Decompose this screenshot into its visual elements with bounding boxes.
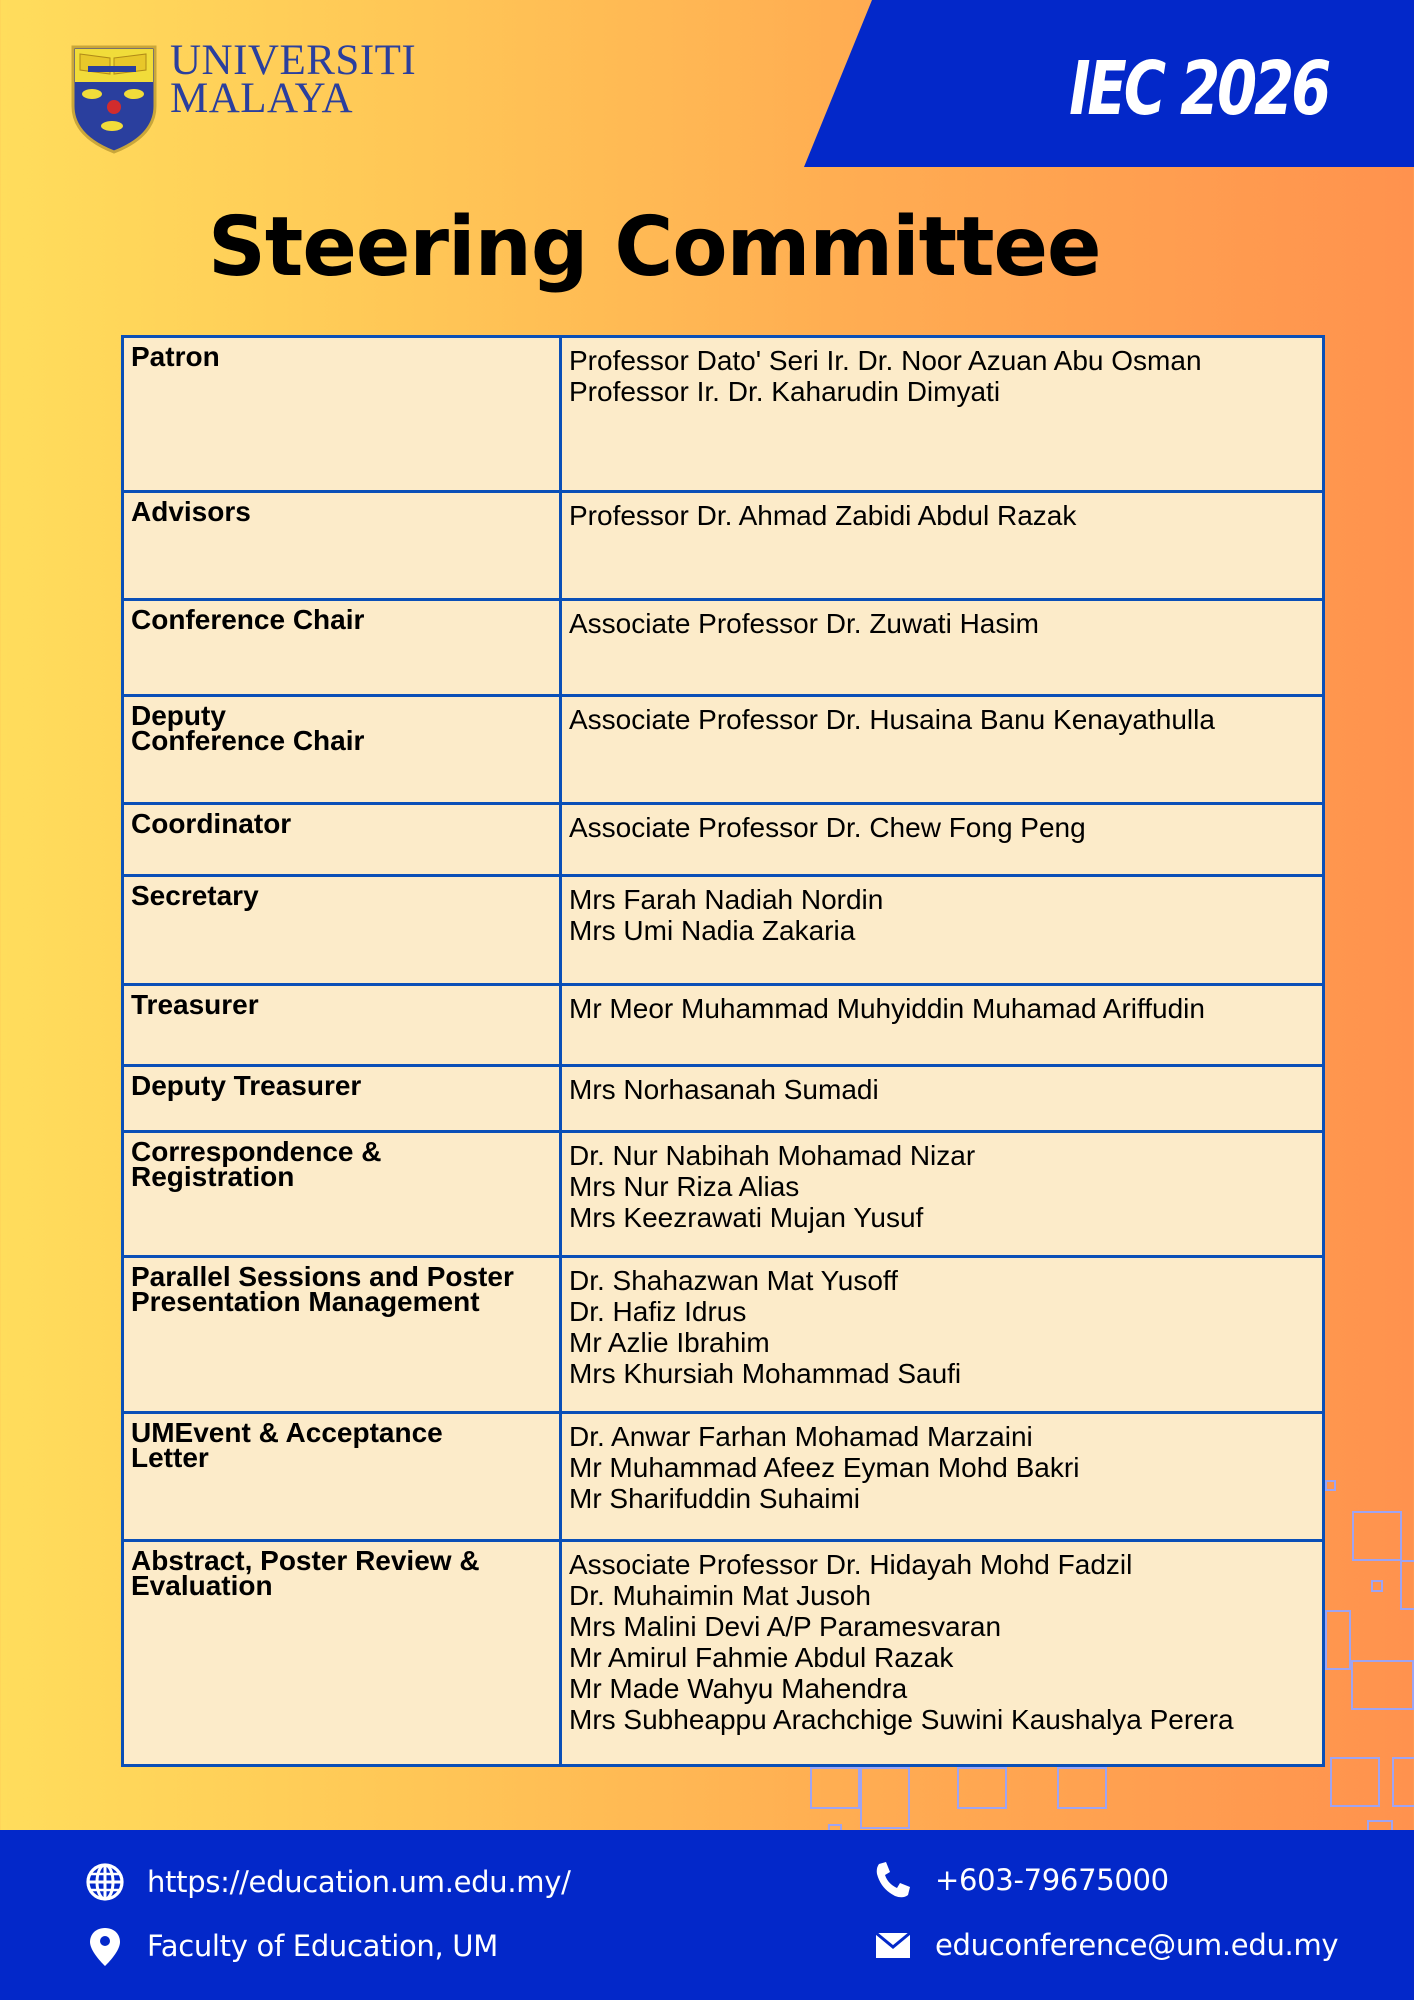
member-name: Mrs Norhasanah Sumadi [569,1074,879,1105]
member-name: Dr. Muhaimin Mat Jusoh [569,1580,871,1611]
members-cell [561,1132,1324,1257]
committee-row [123,1413,1324,1541]
page-title: Steering Committee [208,200,1101,295]
role-label: Conference Chair [131,725,365,756]
member-name: Dr. Hafiz Idrus [569,1296,747,1327]
globe-icon [85,1862,125,1902]
role-cell [123,876,561,985]
role-label: UMEvent & Acceptance [131,1417,443,1448]
members-cell [561,1257,1324,1413]
role-label: Coordinator [131,808,292,839]
member-name: Mr Meor Muhammad Muhyiddin Muhamad Ariffudin [569,993,1205,1024]
role-label: Patron [131,341,220,372]
role-cell [123,600,561,696]
member-name: Mrs Farah Nadiah Nordin [569,884,884,915]
event-name: IEC 2026 [1068,46,1328,132]
members-cell [561,1413,1324,1541]
role-cell [123,492,561,600]
envelope-icon [873,1925,913,1965]
role-cell [123,1541,561,1766]
university-logo [70,37,417,154]
member-name: Associate Professor Dr. Husaina Banu Kenayathulla [569,704,1215,735]
member-name: Mr Muhammad Afeez Eyman Mohd Bakri [569,1452,1080,1483]
committee-row [123,876,1324,985]
committee-row [123,337,1324,492]
committee-row [123,985,1324,1066]
member-name: Mrs Keezrawati Mujan Yusuf [569,1202,924,1233]
footer-address [85,1926,498,1966]
role-label: Evaluation [131,1570,273,1601]
role-label: Presentation Management [131,1286,480,1317]
member-name: Dr. Shahazwan Mat Yusoff [569,1265,898,1296]
role-cell [123,804,561,876]
role-cell [123,1066,561,1132]
committee-row [123,1132,1324,1257]
committee-row [123,492,1324,600]
member-name: Mrs Malini Devi A/P Paramesvaran [569,1611,1002,1642]
member-name: Professor Dato' Seri Ir. Dr. Noor Azuan Abu Osman [569,345,1202,376]
website-link[interactable]: https://education.um.edu.my/ [147,1865,571,1899]
members-cell [561,337,1324,492]
university-crest-icon [70,44,158,154]
role-cell [123,985,561,1066]
role-cell [123,1413,561,1541]
role-label: Deputy Treasurer [131,1070,362,1101]
committee-row [123,1257,1324,1413]
committee-row [123,1066,1324,1132]
member-name: Mrs Nur Riza Alias [569,1171,800,1202]
committee-table [121,335,1325,1767]
member-name: Mr Made Wahyu Mahendra [569,1673,908,1704]
address-text: Faculty of Education, UM [147,1929,498,1963]
phone-icon [873,1860,913,1900]
committee-row [123,696,1324,804]
footer [0,1830,1414,2000]
member-name: Associate Professor Dr. Chew Fong Peng [569,812,1086,843]
members-cell [561,876,1324,985]
members-cell [561,804,1324,876]
footer-email[interactable] [873,1925,1338,1965]
members-cell [561,492,1324,600]
committee-row [123,600,1324,696]
member-name: Mr Amirul Fahmie Abdul Razak [569,1642,954,1673]
role-label: Secretary [131,880,259,911]
member-name: Mrs Khursiah Mohammad Saufi [569,1358,962,1389]
member-name: Dr. Nur Nabihah Mohamad Nizar [569,1140,976,1171]
role-label: Treasurer [131,989,259,1020]
member-name: Mrs Umi Nadia Zakaria [569,915,856,946]
member-name: Associate Professor Dr. Hidayah Mohd Fadzil [569,1549,1133,1580]
member-name: Associate Professor Dr. Zuwati Hasim [569,608,1039,639]
footer-phone[interactable] [873,1860,1169,1900]
map-pin-icon [85,1926,125,1966]
email-address[interactable]: educonference@um.edu.my [935,1928,1339,1962]
footer-website[interactable] [85,1862,571,1902]
members-cell [561,696,1324,804]
role-label: Correspondence & [131,1136,382,1167]
committee-row [123,1541,1324,1766]
role-label: Registration [131,1161,295,1192]
role-cell [123,337,561,492]
role-label: Deputy [131,700,226,731]
role-cell [123,696,561,804]
role-label: Advisors [131,496,251,527]
members-cell [561,600,1324,696]
university-name-line2: MALAYA [170,75,353,122]
university-name-line1: UNIVERSITI [170,37,417,84]
phone-number[interactable]: +603-79675000 [935,1863,1169,1897]
role-cell [123,1132,561,1257]
role-label: Abstract, Poster Review & [131,1545,480,1576]
members-cell [561,1066,1324,1132]
members-cell [561,1541,1324,1766]
member-name: Mr Sharifuddin Suhaimi [569,1483,861,1514]
role-label: Conference Chair [131,604,365,635]
members-cell [561,985,1324,1066]
member-name: Mr Azlie Ibrahim [569,1327,770,1358]
role-cell [123,1257,561,1413]
member-name: Dr. Anwar Farhan Mohamad Marzaini [569,1421,1033,1452]
member-name: Mrs Subheappu Arachchige Suwini Kaushalya Perera [569,1704,1234,1735]
role-label: Letter [131,1442,209,1473]
member-name: Professor Ir. Dr. Kaharudin Dimyati [569,376,1001,407]
role-label: Parallel Sessions and Poster [131,1261,514,1292]
member-name: Professor Dr. Ahmad Zabidi Abdul Razak [569,500,1077,531]
committee-row [123,804,1324,876]
